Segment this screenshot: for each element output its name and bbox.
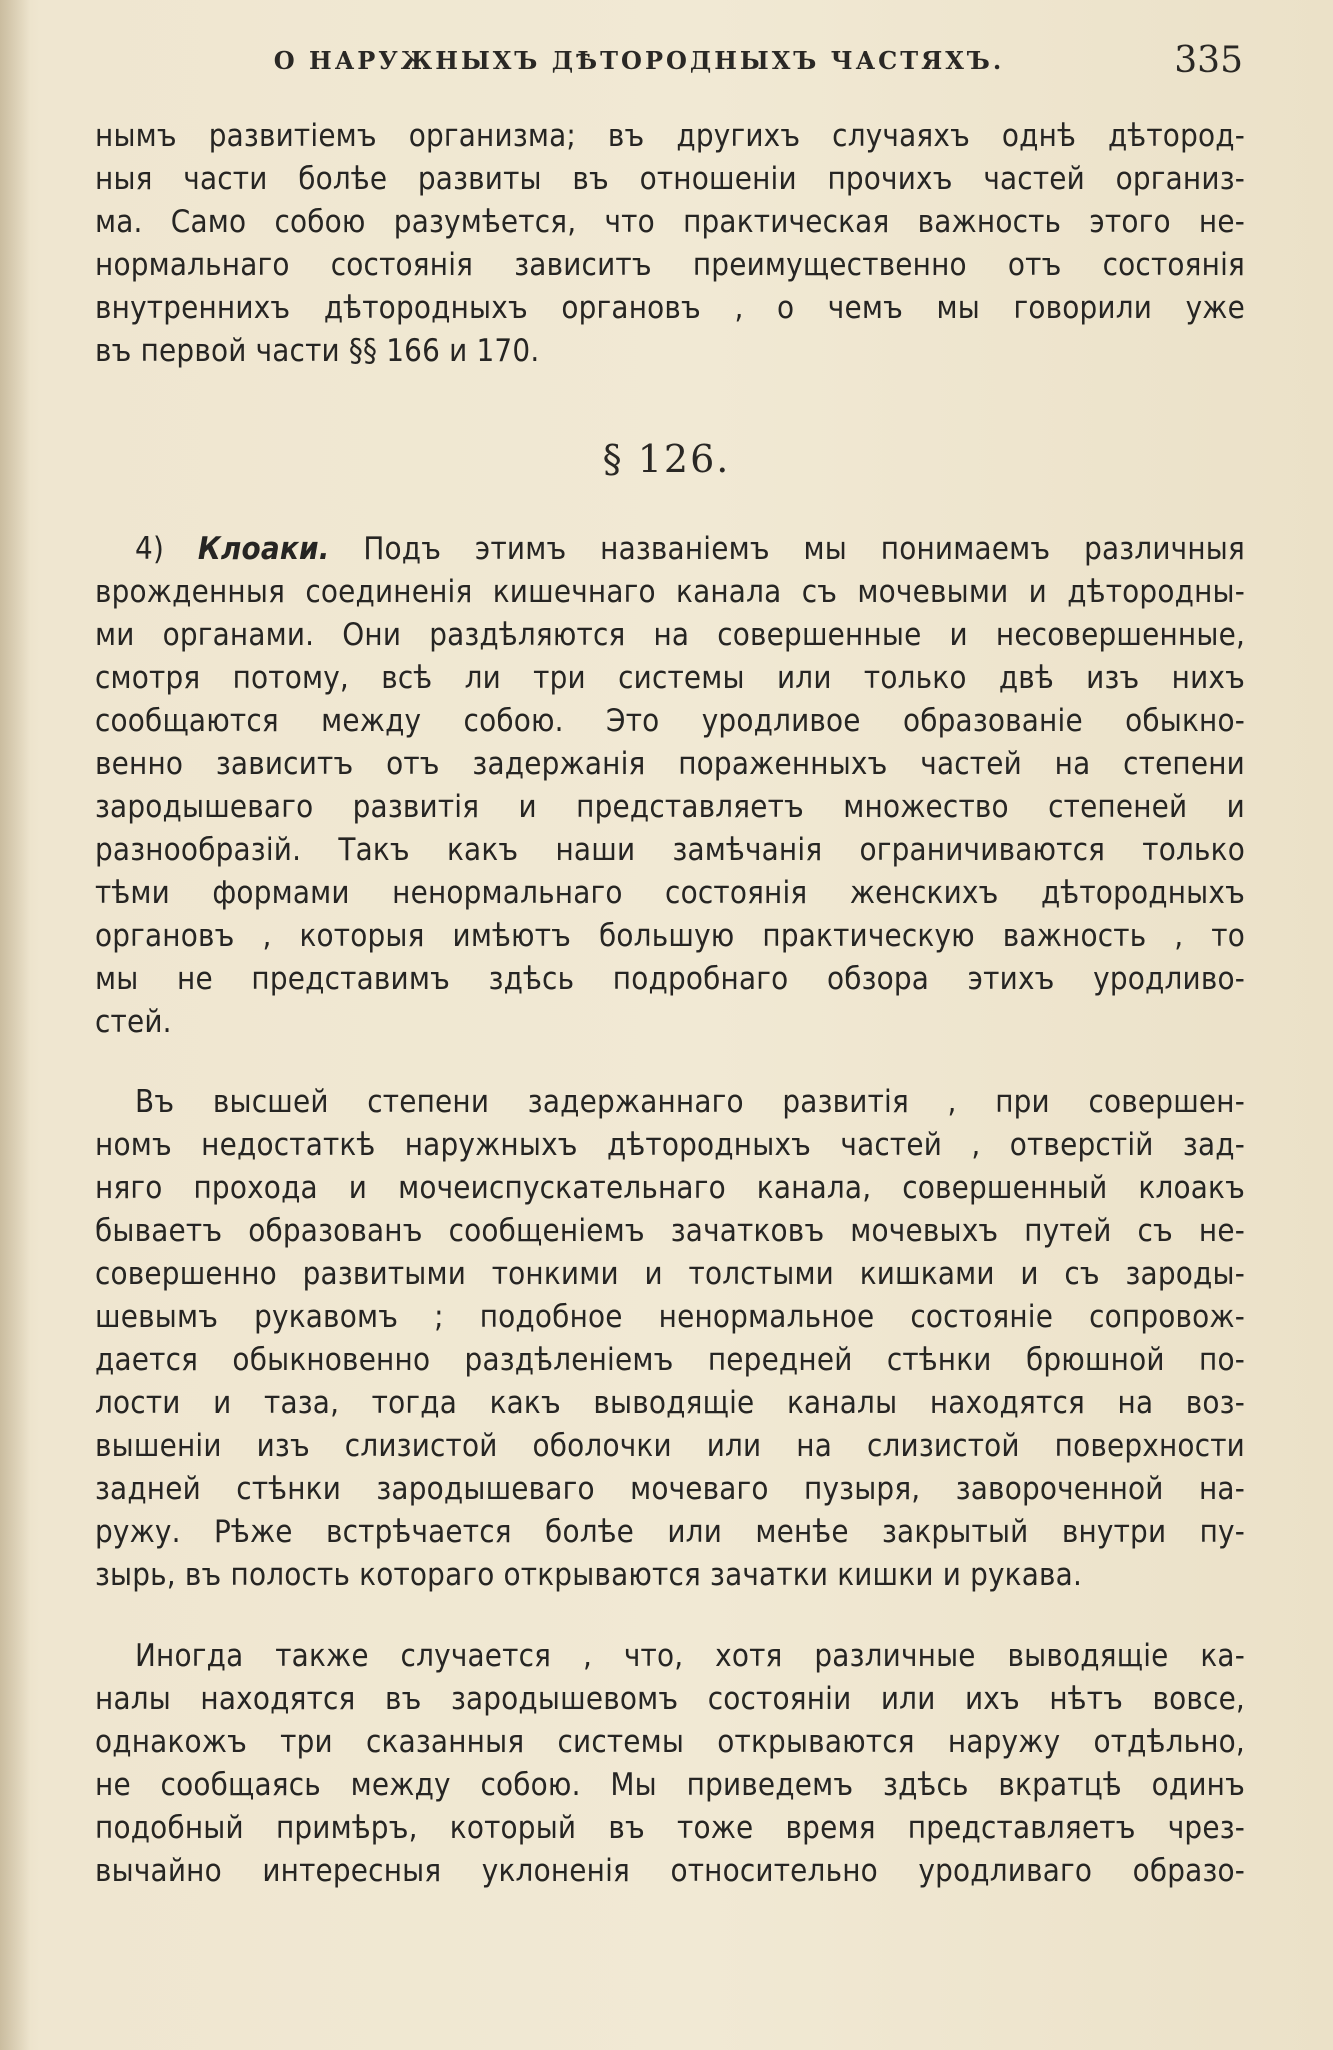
- text-line: внутреннихъ дѣтородныхъ органовъ , о чемъ мы говорили уже: [95, 290, 1245, 326]
- paragraph-4: [95, 1635, 1245, 1893]
- text-line: бываетъ образованъ сообщеніемъ зачатковъ мочевыхъ путей съ не-: [95, 1213, 1245, 1249]
- text-fragment: Подъ этимъ названіемъ мы понимаемъ различныя: [363, 531, 1245, 567]
- text-line: смотря потому, всѣ ли три системы или только двѣ изъ нихъ: [95, 660, 1245, 696]
- text-line: зародышеваго развитія и представляетъ множество степеней и: [95, 789, 1245, 825]
- text-line: ныя части болѣе развиты въ отношеніи прочихъ частей организ-: [95, 161, 1245, 197]
- page-number: 335: [1174, 40, 1243, 81]
- text-line: нормальнаго состоянія зависитъ преимущественно отъ состоянія: [95, 247, 1245, 283]
- term-heading: Клоаки.: [197, 531, 330, 567]
- text-line: лости и таза, тогда какъ выводящіе каналы находятся на воз-: [95, 1385, 1245, 1421]
- text-line: органовъ , которыя имѣютъ большую практическую важность , то: [95, 918, 1245, 954]
- text-line: нымъ развитіемъ организма; въ другихъ случаяхъ однѣ дѣтород-: [95, 118, 1245, 154]
- text-line: мы не представимъ здѣсь подробнаго обзора этихъ уродливо-: [95, 961, 1245, 997]
- text-line: вычайно интересныя уклоненія относительно уродливаго образо-: [95, 1853, 1245, 1889]
- text-line: тѣми формами ненормальнаго состоянія женскихъ дѣтородныхъ: [95, 875, 1245, 911]
- text-line: венно зависитъ отъ задержанія пораженныхъ частей на степени: [95, 746, 1245, 782]
- section-heading: § 126.: [602, 437, 731, 481]
- text-line: дается обыкновенно раздѣленіемъ передней стѣнки брюшной по-: [95, 1342, 1245, 1378]
- list-number: 4): [135, 531, 165, 567]
- text-line: вышеніи изъ слизистой оболочки или на слизистой поверхности: [95, 1428, 1245, 1464]
- text-line: стей.: [95, 1004, 172, 1040]
- text-line: зырь, въ полость котораго открываются зачатки кишки и рукава.: [95, 1557, 1083, 1593]
- text-line: задней стѣнки зародышеваго мочеваго пузыря, завороченной на-: [95, 1471, 1245, 1507]
- text-line: номъ недостаткѣ наружныхъ дѣтородныхъ частей , отверстій зад-: [95, 1127, 1245, 1163]
- text-line: Иногда также случается , что, хотя различные выводящіе ка-: [135, 1638, 1245, 1674]
- text-line: шевымъ рукавомъ ; подобное ненормальное состояніе сопровож-: [95, 1299, 1245, 1335]
- text-line: не сообщаясь между собою. Мы приведемъ здѣсь вкратцѣ одинъ: [95, 1767, 1245, 1803]
- text-line-first: [95, 528, 1245, 571]
- text-line: сообщаются между собою. Это уродливое образованіе обыкно-: [95, 703, 1245, 739]
- text-line: въ первой части §§ 166 и 170.: [95, 333, 540, 369]
- text-line: ружу. Рѣже встрѣчается болѣе или менѣе закрытый внутри пу-: [95, 1514, 1245, 1550]
- page-header: [95, 40, 1243, 90]
- paragraph-3: [95, 1081, 1245, 1597]
- paragraph-1: [95, 115, 1245, 373]
- text-line: разнообразій. Такъ какъ наши замѣчанія ограничиваются только: [95, 832, 1245, 868]
- text-line: однакожъ три сказанныя системы открываются наружу отдѣльно,: [95, 1724, 1245, 1760]
- paragraph-2: [95, 528, 1245, 1044]
- scan-edge-shadow: [0, 0, 30, 2050]
- text-line: подобный примѣръ, который въ тоже время представляетъ чрез-: [95, 1810, 1245, 1846]
- text-line: Въ высшей степени задержаннаго развитія , при совершен-: [135, 1084, 1245, 1120]
- text-line: ма. Само собою разумѣется, что практическая важность этого не-: [95, 204, 1245, 240]
- running-head: О НАРУЖНЫХЪ ДѢТОРОДНЫХЪ ЧАСТЯХЪ.: [273, 46, 1005, 75]
- text-line: совершенно развитыми тонкими и толстыми кишками и съ зароды-: [95, 1256, 1245, 1292]
- text-line: няго прохода и мочеиспускательнаго канала, совершенный клоакъ: [95, 1170, 1245, 1206]
- text-line: врожденныя соединенія кишечнаго канала съ мочевыми и дѣтородны-: [95, 574, 1245, 610]
- text-line: налы находятся въ зародышевомъ состояніи или ихъ нѣтъ вовсе,: [95, 1681, 1245, 1717]
- text-line: ми органами. Они раздѣляются на совершенные и несовершенные,: [95, 617, 1245, 653]
